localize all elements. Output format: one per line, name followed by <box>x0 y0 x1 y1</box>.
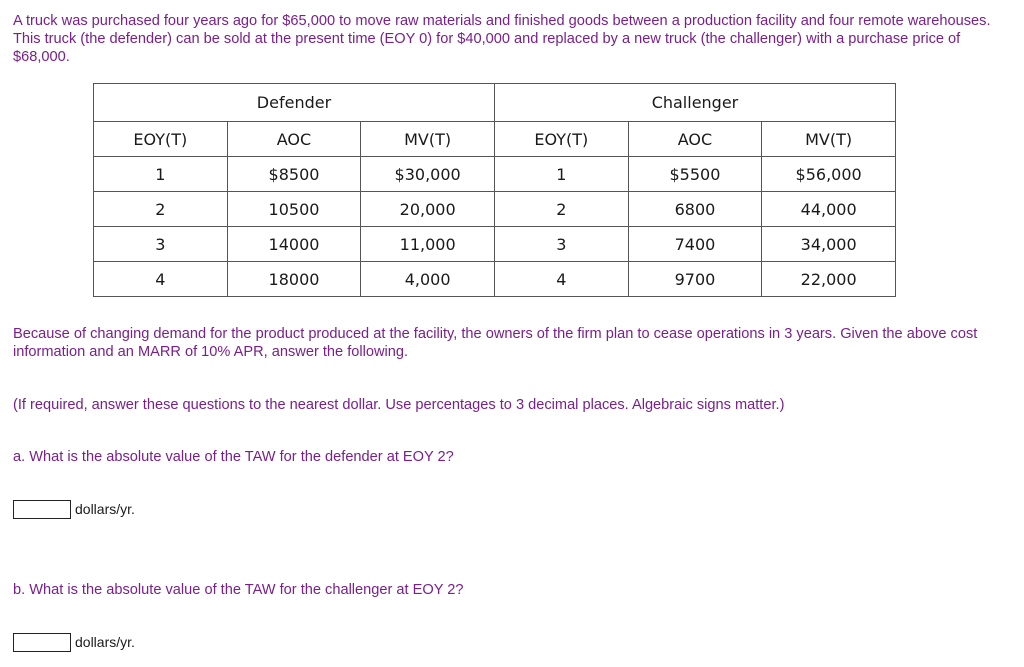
demand-paragraph: Because of changing demand for the product produced at the facility, the owners of the firm plan to cease operations in 3 years. Given the above cost information and an MARR of 10% APR, answer the following. <box>13 326 978 360</box>
table-cell: 10500 <box>227 192 361 227</box>
column-header: AOC <box>227 122 361 157</box>
table-cell: 2 <box>494 192 628 227</box>
table-cell: 3 <box>494 227 628 262</box>
column-header: EOY(T) <box>94 122 228 157</box>
table-cell: 22,000 <box>762 262 896 297</box>
table-cell: 9700 <box>628 262 762 297</box>
table-cell: 1 <box>94 157 228 192</box>
table-cell: $5500 <box>628 157 762 192</box>
table-cell: 34,000 <box>762 227 896 262</box>
table-cell: 2 <box>94 192 228 227</box>
answer-a-group <box>13 500 135 519</box>
instructions-text: (If required, answer these questions to the nearest dollar. Use percentages to 3 decimal places. Algebraic signs matter.) <box>13 397 785 413</box>
table-cell: 7400 <box>628 227 762 262</box>
table-group-row <box>94 84 896 122</box>
column-header: MV(T) <box>762 122 896 157</box>
table-cell: $30,000 <box>361 157 495 192</box>
group-header-defender: Defender <box>94 84 495 122</box>
table-header-row <box>94 122 896 157</box>
question-a-text: a. What is the absolute value of the TAW for the defender at EOY 2? <box>13 449 454 465</box>
table-row <box>94 192 896 227</box>
table-cell: 11,000 <box>361 227 495 262</box>
table-cell: 3 <box>94 227 228 262</box>
table-cell: 4 <box>494 262 628 297</box>
column-header: AOC <box>628 122 762 157</box>
answer-b-input[interactable] <box>13 633 71 652</box>
table-row <box>94 157 896 192</box>
table-cell: 14000 <box>227 227 361 262</box>
column-header: MV(T) <box>361 122 495 157</box>
table-cell: 1 <box>494 157 628 192</box>
problem-intro: A truck was purchased four years ago for $65,000 to move raw materials and finished goods between a production facility and four remote warehouses. This truck (the defender) can be sold at the present time (EOY 0) for $40,000 and replaced by a new truck (the challenger) with a purchase price of $68,000. <box>13 13 991 65</box>
table-row <box>94 262 896 297</box>
table-cell: 6800 <box>628 192 762 227</box>
column-header: EOY(T) <box>494 122 628 157</box>
answer-b-unit: dollars/yr. <box>70 633 135 652</box>
table-cell: 20,000 <box>361 192 495 227</box>
group-header-challenger: Challenger <box>494 84 895 122</box>
question-b-text: b. What is the absolute value of the TAW for the challenger at EOY 2? <box>13 582 464 598</box>
table-cell: 4,000 <box>361 262 495 297</box>
table-row <box>94 227 896 262</box>
answer-b-group <box>13 633 135 652</box>
table-cell: 44,000 <box>762 192 896 227</box>
table-cell: 18000 <box>227 262 361 297</box>
answer-a-input[interactable] <box>13 500 71 519</box>
table-cell: $8500 <box>227 157 361 192</box>
table-cell: $56,000 <box>762 157 896 192</box>
table-cell: 4 <box>94 262 228 297</box>
answer-a-unit: dollars/yr. <box>70 500 135 519</box>
cost-table <box>93 83 896 297</box>
